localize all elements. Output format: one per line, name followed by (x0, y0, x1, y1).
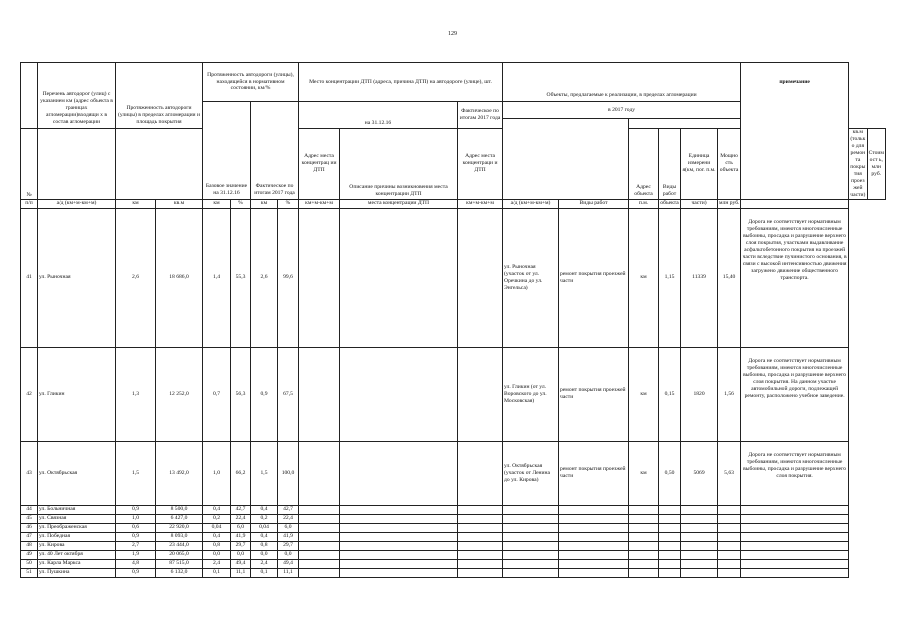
row-area-sqm: 12 252,0 (156, 347, 203, 441)
row-road-name: ул. 40 Лет октября (38, 550, 116, 559)
header-length: Протяженность автодороги (улицы) в пределах агломерации и площадь покрытия (116, 63, 203, 129)
row-object-address (503, 568, 559, 577)
row-area-sqm: 87 515,0 (156, 559, 203, 568)
row-remark (741, 505, 849, 514)
row-conc-cause (340, 550, 458, 559)
row-area-sqm: 8 500,0 (156, 505, 203, 514)
row-power: 0,15 (659, 347, 681, 441)
row-conc-addr-b (458, 523, 503, 532)
row-remark (741, 523, 849, 532)
row-fact-pct: 67,5 (278, 347, 299, 441)
row-area-sqm: 20 065,0 (156, 550, 203, 559)
row-conc-addr-b (458, 532, 503, 541)
row-conc-cause (340, 568, 458, 577)
row-conc-addr-a (299, 550, 340, 559)
row-area (681, 523, 718, 532)
row-length-km: 4,8 (116, 559, 156, 568)
row-area-sqm: 13 492,0 (156, 441, 203, 505)
row-length-km: 0,9 (116, 568, 156, 577)
row-fact-pct: 100,0 (278, 441, 299, 505)
row-fact-km: 0,2 (251, 514, 278, 523)
row-base-km: 0,2 (203, 514, 231, 523)
unit-cell: % (278, 199, 299, 208)
row-power (659, 532, 681, 541)
row-area-sqm: 6 132,0 (156, 568, 203, 577)
row-cost (718, 541, 741, 550)
row-base-km: 0,1 (203, 568, 231, 577)
row-conc-cause (340, 514, 458, 523)
row-fact-km: 2,4 (251, 559, 278, 568)
row-base-pct: 0,0 (231, 550, 251, 559)
row-conc-cause (340, 208, 458, 347)
row-remark: Дорога не соответствует нормативным требованиям, имеются многочисленные выбоины, просадка и разрушение верхнего слоя покрытия, участками выдавливание асфальтобетонного покрытия на проезжей части вследствие пучинистого основания, в связи с высокой интенсивностью движения загружено движение общественного транспорта. (741, 208, 849, 347)
roads-table (20, 62, 886, 578)
row-cost (718, 532, 741, 541)
row-conc-addr-b (458, 505, 503, 514)
unit-cell: а/д (км+м-км+м) (38, 199, 116, 208)
header-no (21, 63, 38, 129)
row-work-type: ремонт покрытия проезжей части (559, 441, 629, 505)
row-remark (741, 568, 849, 577)
header-objects-space-b (629, 119, 741, 129)
row-conc-cause (340, 532, 458, 541)
row-base-km: 0,4 (203, 505, 231, 514)
row-area: 11339 (681, 208, 718, 347)
header-accident-concentration: Место концентрации ДТП (адреса, причина ДТП) на автодороге (улице), шт. (299, 63, 503, 102)
row-power (659, 550, 681, 559)
row-conc-cause (340, 559, 458, 568)
header-addr-conc-a: Адрес места концентрац ии ДТП (299, 129, 340, 200)
unit-cell: п/п (21, 199, 38, 208)
row-remark (741, 559, 849, 568)
row-conc-addr-a (299, 208, 340, 347)
row-base-km: 1,4 (203, 208, 231, 347)
row-cost (718, 550, 741, 559)
row-cost (718, 568, 741, 577)
page-number: 129 (448, 31, 457, 37)
table-row (21, 568, 886, 577)
row-fact-pct: 29,7 (278, 541, 299, 550)
row-road-name: ул. Октябрьская (38, 441, 116, 505)
row-area (681, 568, 718, 577)
row-conc-cause (340, 523, 458, 532)
row-length-km: 1,3 (116, 347, 156, 441)
row-work-type (559, 550, 629, 559)
row-unit (629, 505, 659, 514)
unit-cell: места концентрации ДТП (340, 199, 458, 208)
row-work-type (559, 541, 629, 550)
row-fact-km: 1,5 (251, 441, 278, 505)
table-row (21, 559, 886, 568)
row-area-sqm: 18 686,0 (156, 208, 203, 347)
row-no: 42 (21, 347, 38, 441)
row-unit: км (629, 347, 659, 441)
row-unit: км (629, 208, 659, 347)
table-row (21, 523, 886, 532)
row-no: 49 (21, 550, 38, 559)
row-object-address (503, 514, 559, 523)
row-unit (629, 523, 659, 532)
header-year: в 2017 году (503, 102, 741, 119)
row-object-address (503, 523, 559, 532)
row-fact-pct: 42,7 (278, 505, 299, 514)
unit-cell: части) (681, 199, 718, 208)
row-area-sqm: 8 093,0 (156, 532, 203, 541)
row-object-address (503, 541, 559, 550)
row-work-type (559, 559, 629, 568)
unit-cell-remark (741, 199, 849, 208)
header-road-list: Перечень автодорог (улиц) с указанием км (адрес объекта в границах агломерации)входящи х в состав агломерации (38, 63, 116, 129)
row-base-pct: 66,2 (231, 441, 251, 505)
header-unit: Единица измерени я(км, пог. п.м. (681, 129, 718, 200)
row-unit (629, 541, 659, 550)
row-fact-pct: 99,6 (278, 208, 299, 347)
row-work-type: ремонт покрытия проезжей части (559, 208, 629, 347)
row-conc-addr-a (299, 559, 340, 568)
table-row (21, 514, 886, 523)
table-row (21, 347, 886, 441)
row-base-pct: 41,9 (231, 532, 251, 541)
header-obj-addr: Адрес объекта (629, 129, 659, 200)
row-length-km: 0,9 (116, 532, 156, 541)
row-area (681, 559, 718, 568)
header-sqm: кв.м (только для ремонта покрытия проезжей части) (850, 129, 866, 198)
row-conc-addr-b (458, 568, 503, 577)
row-area (681, 550, 718, 559)
row-fact-km: 0,8 (251, 541, 278, 550)
row-area (681, 514, 718, 523)
row-road-name: ул. Победная (38, 532, 116, 541)
row-fact-km: 2,6 (251, 208, 278, 347)
row-base-km: 1,0 (203, 441, 231, 505)
row-length-km: 1,5 (116, 441, 156, 505)
row-work-type (559, 523, 629, 532)
row-conc-addr-b (458, 541, 503, 550)
row-unit (629, 514, 659, 523)
row-conc-cause (340, 505, 458, 514)
row-fact-pct: 6,0 (278, 523, 299, 532)
unit-cell: кв.м (156, 199, 203, 208)
row-object-address (503, 505, 559, 514)
row-area-sqm: 6 427,0 (156, 514, 203, 523)
row-conc-addr-a (299, 532, 340, 541)
row-fact-km: 0,0 (251, 550, 278, 559)
row-remark (741, 514, 849, 523)
row-no: 46 (21, 523, 38, 532)
row-conc-addr-a (299, 441, 340, 505)
table-row (21, 550, 886, 559)
row-road-name: ул. Пушкина (38, 568, 116, 577)
row-base-km: 0,8 (203, 541, 231, 550)
row-fact-km: 0,9 (251, 347, 278, 441)
row-power (659, 559, 681, 568)
header-conc-fact: Фактическое по итогам 2017 года (458, 102, 503, 129)
header-road-space (38, 129, 116, 200)
unit-cell: % (231, 199, 251, 208)
row-length-km: 2,7 (116, 541, 156, 550)
row-remark: Дорога не соответствует нормативным требованиям, имеются многочисленные выбоины, просадка и разрушение верхнего слоя покрытия. (741, 441, 849, 505)
header-no-label: № (21, 129, 38, 200)
row-no: 43 (21, 441, 38, 505)
row-length-km: 0,6 (116, 523, 156, 532)
header-length-space (116, 129, 203, 200)
unit-cell: км (203, 199, 231, 208)
row-work-type: ремонт покрытия проезжей части (559, 347, 629, 441)
row-road-name: ул. Гликин (38, 347, 116, 441)
row-fact-km: 0,04 (251, 523, 278, 532)
row-fact-pct: 22,4 (278, 514, 299, 523)
row-area (681, 541, 718, 550)
row-no: 45 (21, 514, 38, 523)
row-conc-addr-b (458, 559, 503, 568)
row-road-name: ул. Преображенская (38, 523, 116, 532)
row-cost (718, 514, 741, 523)
row-unit: км (629, 441, 659, 505)
row-remark (741, 532, 849, 541)
row-object-address (503, 559, 559, 568)
header-base: Базовое значение на 31.12.16 (203, 102, 251, 200)
row-conc-addr-b (458, 550, 503, 559)
row-object-address: ул. Октябрьская (участок от Ленина до ул. Кирова) (503, 441, 559, 505)
row-base-pct: 6,0 (231, 523, 251, 532)
row-fact-pct: 0,0 (278, 550, 299, 559)
row-base-pct: 56,3 (231, 347, 251, 441)
row-unit (629, 559, 659, 568)
row-area (681, 505, 718, 514)
row-fact-pct: 11,1 (278, 568, 299, 577)
header-conc-date: на 31.12.16 (299, 102, 458, 129)
row-conc-addr-a (299, 568, 340, 577)
table-row (21, 541, 886, 550)
row-power (659, 523, 681, 532)
unit-cell: км+м-км+м (299, 199, 340, 208)
row-power (659, 505, 681, 514)
row-power: 1,15 (659, 208, 681, 347)
header-cause: Описание причины возникновения места концентрации ДТП (340, 129, 458, 200)
units-row (21, 199, 886, 208)
row-conc-addr-a (299, 523, 340, 532)
row-conc-cause (340, 347, 458, 441)
row-area-sqm: 22 920,0 (156, 523, 203, 532)
row-road-name: ул. Рыночная (38, 208, 116, 347)
row-unit (629, 550, 659, 559)
row-conc-addr-a (299, 347, 340, 441)
row-base-pct: 49,4 (231, 559, 251, 568)
row-cost: 15,40 (718, 208, 741, 347)
row-base-km: 2,4 (203, 559, 231, 568)
row-conc-addr-b (458, 441, 503, 505)
row-base-km: 0,7 (203, 347, 231, 441)
row-object-address: ул. Рыночная (участок от ул. Оречкина до ул. Энгельса) (503, 208, 559, 347)
row-work-type (559, 505, 629, 514)
row-power: 0,50 (659, 441, 681, 505)
unit-cell: км (251, 199, 278, 208)
row-fact-pct: 41,9 (278, 532, 299, 541)
row-base-km: 0,0 (203, 550, 231, 559)
row-base-pct: 42,7 (231, 505, 251, 514)
row-base-pct: 22,4 (231, 514, 251, 523)
unit-cell: а/д (км+м-км+м) (503, 199, 559, 208)
row-base-pct: 29,7 (231, 541, 251, 550)
row-area: 5069 (681, 441, 718, 505)
row-area: 1820 (681, 347, 718, 441)
row-base-pct: 55,3 (231, 208, 251, 347)
unit-cell: млн руб. (719, 200, 740, 207)
header-objects: Объекты, предлагаемые к реализации, в пределах агломерации (503, 63, 741, 102)
row-no: 47 (21, 532, 38, 541)
row-power (659, 514, 681, 523)
row-conc-addr-b (458, 208, 503, 347)
row-conc-addr-a (299, 505, 340, 514)
row-remark (741, 541, 849, 550)
header-objects-space-a (503, 119, 629, 200)
row-cost: 5,63 (718, 441, 741, 505)
row-conc-addr-b (458, 514, 503, 523)
row-remark: Дорога не соответствует нормативным требованиям, имеются многочисленные выбоины, просадка и разрушение верхнего слоя покрытия. На данном участке автомобильной дороги, подлежащей ремонту, расположено учебное заведение. (741, 347, 849, 441)
row-conc-cause (340, 441, 458, 505)
row-cost (718, 523, 741, 532)
row-conc-addr-a (299, 514, 340, 523)
row-road-name: ул. Кирова (38, 541, 116, 550)
header-normative-extent: Протяженность автодороги (улицы), находящейся в нормативном состоянии, км/% (203, 63, 299, 102)
header-actual: Фактическое по итогам 2017 года (251, 102, 299, 200)
row-unit (629, 568, 659, 577)
table-row (21, 441, 886, 505)
row-object-address: ул. Гликин (от ул. Воровского до ул. Московская) (503, 347, 559, 441)
unit-cell: км+м-км+м (458, 199, 503, 208)
unit-cell: объекта (660, 200, 679, 207)
row-conc-addr-b (458, 347, 503, 441)
row-no: 44 (21, 505, 38, 514)
row-road-name: ул. Связная (38, 514, 116, 523)
header-addr-conc-b: Адрес места концентраци и ДТП (458, 129, 503, 200)
table-row (21, 532, 886, 541)
unit-cell: Виды работ (559, 199, 629, 208)
row-base-pct: 11,1 (231, 568, 251, 577)
row-area-sqm: 23 444,0 (156, 541, 203, 550)
unit-cell: км (116, 199, 156, 208)
row-no: 50 (21, 559, 38, 568)
row-fact-pct: 49,4 (278, 559, 299, 568)
header-cost: Стоимост ь, млн руб. (867, 129, 885, 200)
row-remark (741, 550, 849, 559)
row-conc-cause (340, 541, 458, 550)
row-length-km: 0,9 (116, 505, 156, 514)
row-road-name: ул. Больничная (38, 505, 116, 514)
row-object-address (503, 532, 559, 541)
header-remark: примечание (741, 63, 849, 200)
row-no: 51 (21, 568, 38, 577)
row-work-type (559, 532, 629, 541)
row-work-type (559, 568, 629, 577)
table-row (21, 505, 886, 514)
row-fact-km: 0,1 (251, 568, 278, 577)
row-conc-addr-a (299, 541, 340, 550)
row-length-km: 1,9 (116, 550, 156, 559)
row-cost (718, 559, 741, 568)
row-area (681, 532, 718, 541)
row-base-km: 0,04 (203, 523, 231, 532)
row-power (659, 541, 681, 550)
header-power: Мощно сть объекта (718, 129, 741, 200)
row-road-name: ул. Карла Маркса (38, 559, 116, 568)
row-cost: 1,56 (718, 347, 741, 441)
row-no: 41 (21, 208, 38, 347)
row-no: 48 (21, 541, 38, 550)
unit-cell: п.м. (629, 199, 659, 208)
header-work: Виды работ (659, 129, 681, 200)
row-length-km: 2,6 (116, 208, 156, 347)
row-base-km: 0,4 (203, 532, 231, 541)
row-power (659, 568, 681, 577)
table-row (21, 208, 886, 347)
row-fact-km: 0,4 (251, 532, 278, 541)
row-unit (629, 532, 659, 541)
row-length-km: 1,0 (116, 514, 156, 523)
row-object-address (503, 550, 559, 559)
row-fact-km: 0,4 (251, 505, 278, 514)
row-work-type (559, 514, 629, 523)
row-cost (718, 505, 741, 514)
